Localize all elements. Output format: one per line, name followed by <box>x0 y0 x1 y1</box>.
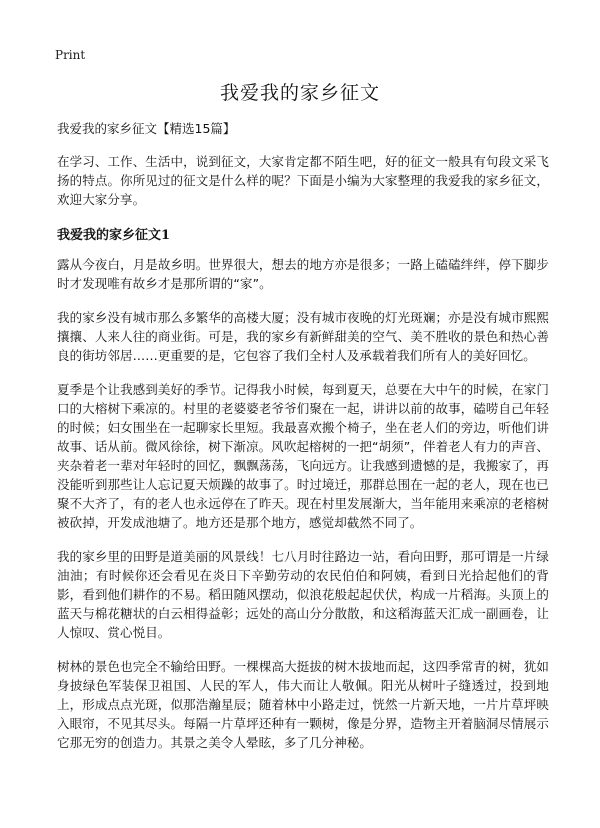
body-paragraph-2: 我的家乡没有城市那么多繁华的高楼大厦；没有城市夜晚的灯光斑斓；亦是没有城市熙熙攘攘、人来人往的商业街。可是，我的家乡有新鲜甜美的空气、美不胜收的景色和热心善良的街坊邻居……更重要的是，它包容了我们全村人及承载着我们所有人的美好回忆。 <box>57 310 549 363</box>
body-paragraph-1: 露从今夜白，月是故乡明。世界很大，想去的地方亦是很多；一路上磕磕绊绊，停下脚步时才发现唯有故乡才是那所谓的“家”。 <box>57 257 549 291</box>
body-paragraph-3: 夏季是个让我感到美好的季节。记得我小时候，每到夏天，总要在大中午的时候，在家门口的大榕树下乘凉的。村里的老婆婆老爷爷们聚在一起，讲讲以前的故事，磕唠自己年轻的时候；妇女围坐在一起聊家长里短。我最喜欢搬个椅子，坐在老人们的旁边，听他们讲故事、话从前。微风徐徐，树下渐凉。风吹起榕树的一把“胡须”，伴着老人有力的声音、夹杂着老一辈对年轻时的回忆，飘飘荡荡，飞向远方。让我感到遗憾的是，我搬家了，再没能听到那些让人忘记夏天烦躁的故事了。时过境迁，那群总围在一起的老人，现在也已聚不大齐了，有的老人也永远停在了昨天。现在村里发展渐大，当年能用来乘凉的老榕树被砍掉，开发成池塘了。地方还是那个地方，感觉却截然不同了。 <box>57 382 549 530</box>
print-label: Print <box>55 48 86 62</box>
page-title: 我爱我的家乡征文 <box>219 82 380 104</box>
article-body <box>57 120 549 767</box>
body-paragraph-5: 树林的景色也完全不输给田野。一棵棵高大挺拔的树木拔地而起，这四季常青的树，犹如身披绿色军装保卫祖国、人民的军人，伟大而让人敬佩。阳光从树叶子缝透过，投到地上，形成点点光斑，似那浩瀚星辰；随着林中小路走过，恍然一片新天地，一片片草坪映入眼帘，不见其尽头。每隔一片草坪还种有一颗树，像是分界，造物主开着脑洞尽情展示它那无穷的创造力。其景之美令人晕眩，多了几分神秘。 <box>57 659 549 750</box>
body-paragraph-4: 我的家乡里的田野是道美丽的风景线！七八月时往路边一站，看向田野，那可谓是一片绿油油；有时候你还会看见在炎日下辛勤劳动的农民伯伯和阿姨，看到日光拾起他们的背影，看到他们耕作的不易。稻田随风摆动，似浪花般起起伏伏，构成一片稻海。头顶上的蓝天与棉花糖状的白云相得益彰；远处的高山分分散散，和这稻海蓝天汇成一副画卷，让人惊叹、赏心悦目。 <box>57 549 549 640</box>
intro-paragraph: 在学习、工作、生活中，说到征文，大家肯定都不陌生吧，好的征文一般具有句段文采飞扬的特点。你所见过的征文是什么样的呢？下面是小编为大家整理的我爱我的家乡征文，欢迎大家分享。 <box>57 154 549 207</box>
section-heading: 我爱我的家乡征文1 <box>57 228 171 243</box>
article-subtitle: 我爱我的家乡征文【精选15篇】 <box>57 121 236 136</box>
